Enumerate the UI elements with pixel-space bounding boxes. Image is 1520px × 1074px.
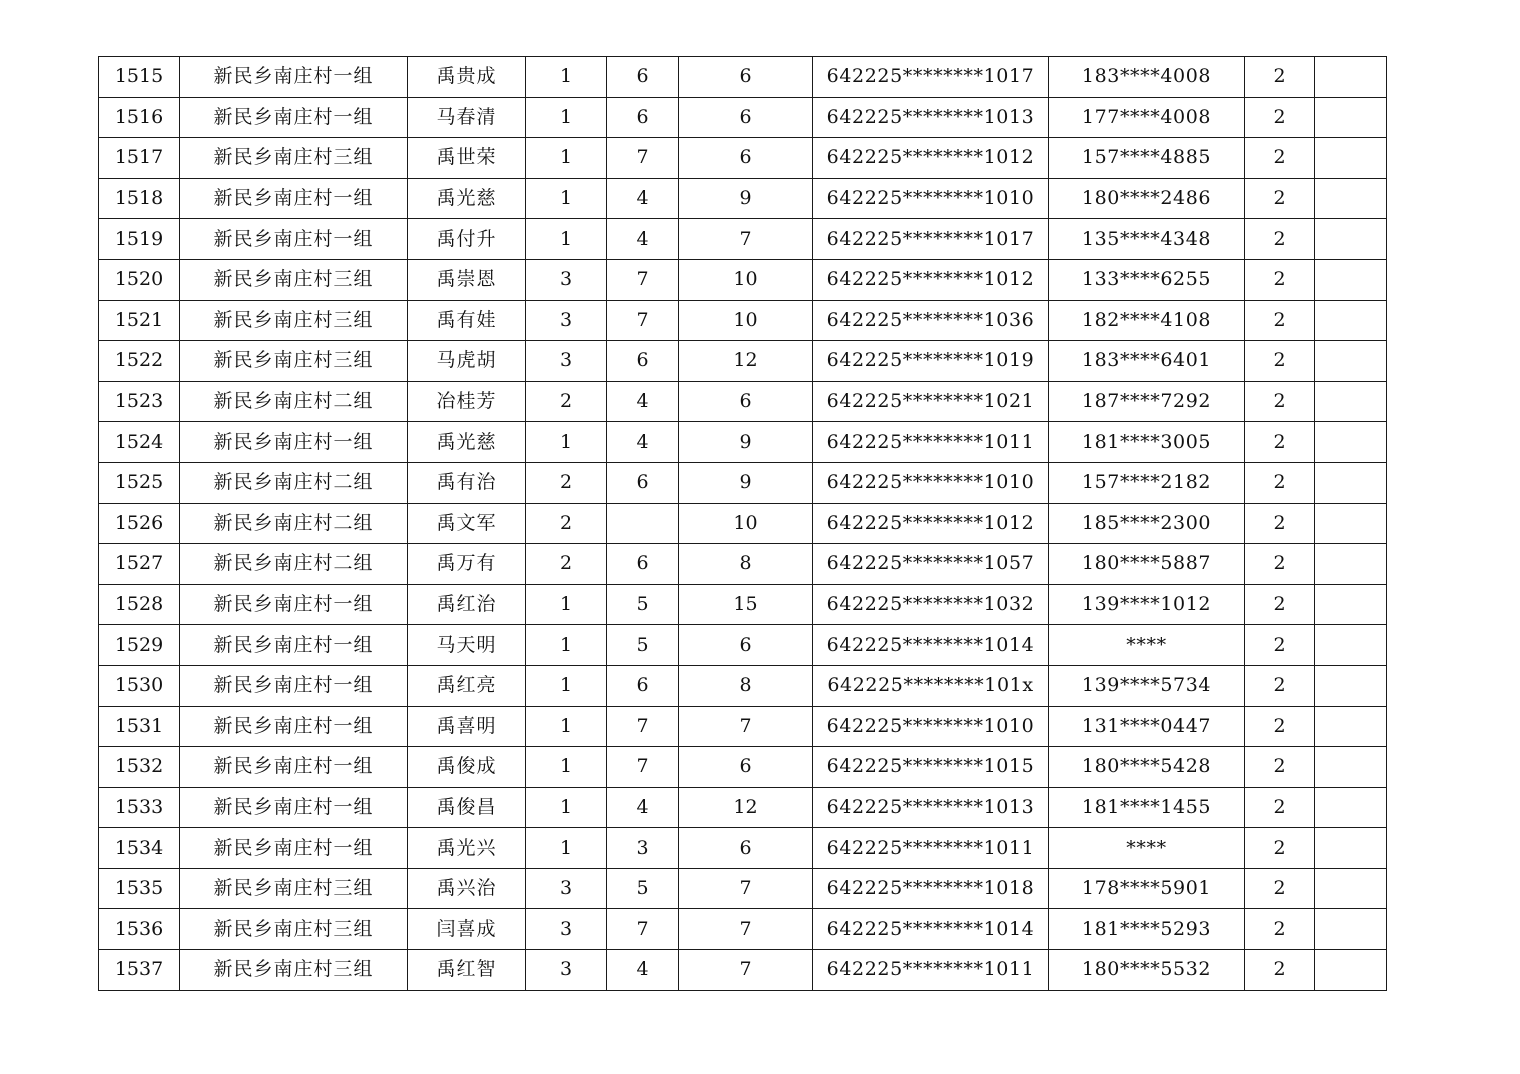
value-cell-4: 2 [1245,665,1315,706]
remarks-cell [1315,625,1387,666]
table-row [99,381,1387,422]
value-cell-2: 4 [607,381,679,422]
value-cell-1: 1 [526,747,607,788]
value-cell-4: 2 [1245,909,1315,950]
phone-number-cell: 187****7292 [1049,381,1245,422]
address-cell: 新民乡南庄村一组 [180,828,408,869]
phone-number-cell: **** [1049,828,1245,869]
serial-number-cell: 1535 [99,868,180,909]
value-cell-3: 8 [679,544,813,585]
value-cell-2: 6 [607,57,679,98]
value-cell-3: 7 [679,868,813,909]
serial-number-cell: 1536 [99,909,180,950]
serial-number-cell: 1519 [99,219,180,260]
value-cell-4: 2 [1245,503,1315,544]
remarks-cell [1315,422,1387,463]
address-cell: 新民乡南庄村一组 [180,97,408,138]
serial-number-cell: 1518 [99,178,180,219]
value-cell-1: 1 [526,625,607,666]
value-cell-1: 3 [526,259,607,300]
id-number-cell: 642225********1012 [813,503,1049,544]
value-cell-4: 2 [1245,950,1315,991]
value-cell-4: 2 [1245,422,1315,463]
value-cell-3: 9 [679,462,813,503]
id-number-cell: 642225********1010 [813,462,1049,503]
phone-number-cell: 135****4348 [1049,219,1245,260]
id-number-cell: 642225********1017 [813,57,1049,98]
id-number-cell: 642225********1010 [813,706,1049,747]
value-cell-4: 2 [1245,57,1315,98]
address-cell: 新民乡南庄村三组 [180,868,408,909]
remarks-cell [1315,828,1387,869]
value-cell-3: 6 [679,57,813,98]
address-cell: 新民乡南庄村三组 [180,300,408,341]
remarks-cell [1315,787,1387,828]
table-row [99,178,1387,219]
phone-number-cell: 180****5532 [1049,950,1245,991]
remarks-cell [1315,97,1387,138]
value-cell-2: 4 [607,950,679,991]
value-cell-2: 3 [607,828,679,869]
value-cell-2: 7 [607,909,679,950]
phone-number-cell: 180****2486 [1049,178,1245,219]
id-number-cell: 642225********1014 [813,909,1049,950]
serial-number-cell: 1526 [99,503,180,544]
serial-number-cell: 1521 [99,300,180,341]
address-cell: 新民乡南庄村二组 [180,544,408,585]
id-number-cell: 642225********1032 [813,584,1049,625]
remarks-cell [1315,219,1387,260]
address-cell: 新民乡南庄村一组 [180,706,408,747]
person-name-cell: 马春清 [408,97,526,138]
value-cell-1: 1 [526,178,607,219]
phone-number-cell: 183****4008 [1049,57,1245,98]
remarks-cell [1315,300,1387,341]
table-row [99,219,1387,260]
person-name-cell: 禹贵成 [408,57,526,98]
phone-number-cell: 185****2300 [1049,503,1245,544]
value-cell-3: 8 [679,665,813,706]
person-name-cell: 禹俊成 [408,747,526,788]
table-row [99,950,1387,991]
value-cell-2: 4 [607,422,679,463]
id-number-cell: 642225********1018 [813,868,1049,909]
table-row [99,341,1387,382]
value-cell-3: 6 [679,828,813,869]
value-cell-4: 2 [1245,219,1315,260]
id-number-cell: 642225********1011 [813,422,1049,463]
person-name-cell: 禹万有 [408,544,526,585]
value-cell-4: 2 [1245,341,1315,382]
phone-number-cell: 133****6255 [1049,259,1245,300]
id-number-cell: 642225********1012 [813,138,1049,179]
table-row [99,138,1387,179]
person-name-cell: 冶桂芳 [408,381,526,422]
value-cell-3: 12 [679,787,813,828]
person-name-cell: 禹兴治 [408,868,526,909]
value-cell-2: 4 [607,178,679,219]
address-cell: 新民乡南庄村一组 [180,747,408,788]
id-number-cell: 642225********1014 [813,625,1049,666]
person-name-cell: 禹红治 [408,584,526,625]
phone-number-cell: 180****5428 [1049,747,1245,788]
address-cell: 新民乡南庄村一组 [180,787,408,828]
value-cell-1: 1 [526,57,607,98]
person-name-cell: 禹喜明 [408,706,526,747]
person-name-cell: 马天明 [408,625,526,666]
id-number-cell: 642225********1036 [813,300,1049,341]
table-row [99,300,1387,341]
table-row [99,747,1387,788]
serial-number-cell: 1534 [99,828,180,869]
id-number-cell: 642225********1019 [813,341,1049,382]
person-name-cell: 禹俊昌 [408,787,526,828]
serial-number-cell: 1529 [99,625,180,666]
value-cell-1: 3 [526,868,607,909]
phone-number-cell: 139****5734 [1049,665,1245,706]
value-cell-2: 6 [607,97,679,138]
person-name-cell: 禹光慈 [408,422,526,463]
value-cell-1: 2 [526,544,607,585]
table-row [99,706,1387,747]
table-row [99,97,1387,138]
id-number-cell: 642225********1013 [813,787,1049,828]
address-cell: 新民乡南庄村一组 [180,178,408,219]
value-cell-1: 1 [526,665,607,706]
value-cell-4: 2 [1245,706,1315,747]
value-cell-4: 2 [1245,787,1315,828]
value-cell-3: 7 [679,909,813,950]
value-cell-3: 10 [679,259,813,300]
value-cell-2: 5 [607,625,679,666]
value-cell-1: 2 [526,462,607,503]
remarks-cell [1315,462,1387,503]
serial-number-cell: 1517 [99,138,180,179]
serial-number-cell: 1516 [99,97,180,138]
address-cell: 新民乡南庄村一组 [180,57,408,98]
address-cell: 新民乡南庄村三组 [180,950,408,991]
id-number-cell: 642225********1021 [813,381,1049,422]
remarks-cell [1315,747,1387,788]
phone-number-cell: 181****1455 [1049,787,1245,828]
value-cell-1: 2 [526,381,607,422]
value-cell-1: 1 [526,138,607,179]
value-cell-1: 1 [526,422,607,463]
serial-number-cell: 1520 [99,259,180,300]
value-cell-4: 2 [1245,178,1315,219]
address-cell: 新民乡南庄村一组 [180,584,408,625]
value-cell-1: 1 [526,787,607,828]
phone-number-cell: 177****4008 [1049,97,1245,138]
register-table [98,56,1387,991]
remarks-cell [1315,950,1387,991]
value-cell-2: 7 [607,138,679,179]
serial-number-cell: 1524 [99,422,180,463]
phone-number-cell: 157****4885 [1049,138,1245,179]
value-cell-4: 2 [1245,828,1315,869]
value-cell-4: 2 [1245,381,1315,422]
value-cell-4: 2 [1245,300,1315,341]
value-cell-3: 7 [679,706,813,747]
value-cell-2: 6 [607,341,679,382]
table-body [99,57,1387,991]
address-cell: 新民乡南庄村二组 [180,503,408,544]
serial-number-cell: 1525 [99,462,180,503]
phone-number-cell: 182****4108 [1049,300,1245,341]
person-name-cell: 禹光慈 [408,178,526,219]
serial-number-cell: 1532 [99,747,180,788]
serial-number-cell: 1522 [99,341,180,382]
person-name-cell: 禹有娃 [408,300,526,341]
table-row [99,625,1387,666]
value-cell-3: 10 [679,503,813,544]
phone-number-cell: 139****1012 [1049,584,1245,625]
table-row [99,868,1387,909]
phone-number-cell: 181****3005 [1049,422,1245,463]
value-cell-2: 4 [607,787,679,828]
value-cell-1: 3 [526,950,607,991]
person-name-cell: 禹红智 [408,950,526,991]
value-cell-4: 2 [1245,259,1315,300]
id-number-cell: 642225********1011 [813,828,1049,869]
serial-number-cell: 1530 [99,665,180,706]
table-row [99,259,1387,300]
value-cell-3: 9 [679,422,813,463]
serial-number-cell: 1527 [99,544,180,585]
remarks-cell [1315,665,1387,706]
id-number-cell: 642225********101x [813,665,1049,706]
address-cell: 新民乡南庄村一组 [180,219,408,260]
remarks-cell [1315,544,1387,585]
address-cell: 新民乡南庄村一组 [180,665,408,706]
value-cell-4: 2 [1245,868,1315,909]
value-cell-2: 7 [607,706,679,747]
address-cell: 新民乡南庄村二组 [180,381,408,422]
remarks-cell [1315,706,1387,747]
serial-number-cell: 1523 [99,381,180,422]
address-cell: 新民乡南庄村一组 [180,422,408,463]
value-cell-1: 1 [526,219,607,260]
value-cell-1: 1 [526,706,607,747]
value-cell-2: 5 [607,584,679,625]
id-number-cell: 642225********1017 [813,219,1049,260]
value-cell-4: 2 [1245,462,1315,503]
person-name-cell: 禹付升 [408,219,526,260]
serial-number-cell: 1515 [99,57,180,98]
serial-number-cell: 1528 [99,584,180,625]
serial-number-cell: 1531 [99,706,180,747]
remarks-cell [1315,57,1387,98]
value-cell-2: 6 [607,462,679,503]
id-number-cell: 642225********1057 [813,544,1049,585]
value-cell-2: 7 [607,747,679,788]
value-cell-3: 7 [679,219,813,260]
table-row [99,909,1387,950]
id-number-cell: 642225********1015 [813,747,1049,788]
id-number-cell: 642225********1012 [813,259,1049,300]
value-cell-2: 4 [607,219,679,260]
person-name-cell: 禹崇恩 [408,259,526,300]
id-number-cell: 642225********1010 [813,178,1049,219]
remarks-cell [1315,868,1387,909]
value-cell-2: 6 [607,665,679,706]
value-cell-2: 7 [607,259,679,300]
id-number-cell: 642225********1013 [813,97,1049,138]
value-cell-4: 2 [1245,544,1315,585]
value-cell-2 [607,503,679,544]
person-name-cell: 禹有治 [408,462,526,503]
value-cell-1: 1 [526,97,607,138]
table-row [99,462,1387,503]
remarks-cell [1315,909,1387,950]
phone-number-cell: 131****0447 [1049,706,1245,747]
value-cell-3: 15 [679,584,813,625]
id-number-cell: 642225********1011 [813,950,1049,991]
table-row [99,828,1387,869]
value-cell-2: 7 [607,300,679,341]
serial-number-cell: 1537 [99,950,180,991]
remarks-cell [1315,178,1387,219]
remarks-cell [1315,503,1387,544]
remarks-cell [1315,138,1387,179]
value-cell-3: 6 [679,747,813,788]
value-cell-3: 10 [679,300,813,341]
phone-number-cell: 180****5887 [1049,544,1245,585]
value-cell-4: 2 [1245,97,1315,138]
value-cell-4: 2 [1245,747,1315,788]
value-cell-1: 3 [526,341,607,382]
value-cell-3: 9 [679,178,813,219]
phone-number-cell: 178****5901 [1049,868,1245,909]
remarks-cell [1315,259,1387,300]
address-cell: 新民乡南庄村三组 [180,138,408,179]
value-cell-1: 1 [526,828,607,869]
value-cell-1: 2 [526,503,607,544]
address-cell: 新民乡南庄村二组 [180,462,408,503]
remarks-cell [1315,584,1387,625]
table-row [99,422,1387,463]
value-cell-2: 5 [607,868,679,909]
phone-number-cell: **** [1049,625,1245,666]
serial-number-cell: 1533 [99,787,180,828]
value-cell-3: 6 [679,97,813,138]
value-cell-3: 6 [679,138,813,179]
address-cell: 新民乡南庄村一组 [180,625,408,666]
remarks-cell [1315,381,1387,422]
table-row [99,57,1387,98]
value-cell-4: 2 [1245,625,1315,666]
phone-number-cell: 157****2182 [1049,462,1245,503]
value-cell-4: 2 [1245,138,1315,179]
phone-number-cell: 181****5293 [1049,909,1245,950]
person-name-cell: 禹世荣 [408,138,526,179]
person-name-cell: 禹光兴 [408,828,526,869]
address-cell: 新民乡南庄村三组 [180,259,408,300]
phone-number-cell: 183****6401 [1049,341,1245,382]
table-row [99,665,1387,706]
value-cell-4: 2 [1245,584,1315,625]
value-cell-1: 3 [526,909,607,950]
table-row [99,787,1387,828]
value-cell-1: 3 [526,300,607,341]
person-name-cell: 禹红亮 [408,665,526,706]
table-row [99,503,1387,544]
table-row [99,544,1387,585]
value-cell-3: 12 [679,341,813,382]
address-cell: 新民乡南庄村三组 [180,341,408,382]
value-cell-3: 6 [679,625,813,666]
value-cell-3: 7 [679,950,813,991]
remarks-cell [1315,341,1387,382]
address-cell: 新民乡南庄村三组 [180,909,408,950]
value-cell-2: 6 [607,544,679,585]
value-cell-1: 1 [526,584,607,625]
value-cell-3: 6 [679,381,813,422]
person-name-cell: 禹文军 [408,503,526,544]
person-name-cell: 马虎胡 [408,341,526,382]
table-row [99,584,1387,625]
person-name-cell: 闫喜成 [408,909,526,950]
